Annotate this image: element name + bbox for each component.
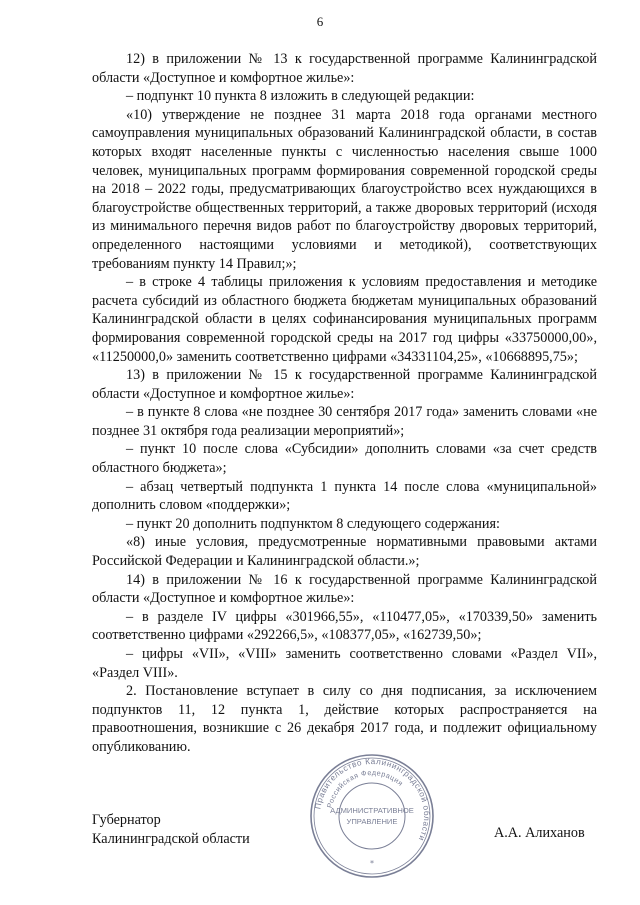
paragraph-sections-vii-viii: – цифры «VII», «VIII» заменить соответственно словами «Раздел VII», «Раздел VIII». <box>92 646 597 681</box>
paragraph-subpoint-8: «8) иные условия, предусмотренные нормативными правовыми актами Российской Федерации и Калининградской области.»; <box>92 534 597 570</box>
paragraph-point-2: 2. Постановление вступает в силу со дня подписания, за исключением подпунктов 11, 12 пункта 1, действие которых распространяется на правоотношения, возникшие с 26 декабря 2017 года, и подлежит официальному опубликованию. <box>92 683 597 755</box>
seal-top-text: Российская Федерация <box>324 767 406 809</box>
signatory-title <box>92 811 250 849</box>
paragraph-subpoint-10-text: «10) утверждение не позднее 31 марта 2018 года органами местного самоуправления муниципальных образований Калининградской области, в состав которых входят населенные пункты с численностью населения свыше 1000 человек, муниципальных программ формирования современной городской среды на 2018 – 2022 годы, предусматривающих благоустройство всех нуждающихся в благоустройстве общественных территорий, а также дворовых территорий (исходя из минимального перечня видов работ по благоустройству дворовых территорий, определенного настоящими условиями и методикой), соответствующих требованиям пункту 14 Правил;»; <box>92 106 597 272</box>
official-seal <box>308 752 436 880</box>
paragraph-item-13: 13) в приложении № 15 к государственной программе Калининградской области «Доступное и комфортное жилье»: <box>92 367 597 402</box>
paragraph-point-10: – пункт 10 после слова «Субсидии» дополнить словами «за счет средств областного бюджета»; <box>92 441 597 477</box>
paragraph-table-row-4: – в строке 4 таблицы приложения к условиям предоставления и методике расчета субсидий из областного бюджета бюджетам муниципальных образований Калининградской области в целях софинансирования муниципальных программ формирования современной городской среды на 2017 год цифры «33750000,00», «11250000,0» заменить соответственно цифрами «34331104,25», «10668895,75»; <box>92 274 597 365</box>
page-number: 6 <box>316 14 324 29</box>
paragraph-point-14: – абзац четвертый подпункта 1 пункта 14 после слова «муниципальной» дополнить словом «поддержки»; <box>92 478 597 514</box>
seal-outer-text: Правительство Калининградской области <box>313 756 432 843</box>
paragraph-point-20: – пункт 20 дополнить подпунктом 8 следующего содержания: <box>126 515 500 532</box>
signatory-name: А.А. Алиханов <box>494 825 585 841</box>
paragraph-item-12: 12) в приложении № 13 к государственной программе Калининградской области «Доступное и комфортное жилье»: <box>92 51 597 86</box>
seal-center-line-2: УПРАВЛЕНИЕ <box>346 817 398 826</box>
signatory-position: Губернатор <box>92 812 161 828</box>
seal-center-line-1: АДМИНИСТРАТИВНОЕ <box>330 806 414 815</box>
paragraph-section-iv: – в разделе IV цифры «301966,55», «110477,05», «170339,50» заменить соответственно цифрами «292266,5», «108377,05», «162739,50»; <box>92 608 597 644</box>
document-body <box>92 50 597 757</box>
seal-star-icon: * <box>370 859 374 868</box>
paragraph-point-8: – в пункте 8 слова «не позднее 30 сентября 2017 года» заменить словами «не позднее 31 октября года реализации мероприятий»; <box>92 404 597 439</box>
signatory-region: Калининградской области <box>92 831 250 847</box>
paragraph-item-14: 14) в приложении № 16 к государственной программе Калининградской области «Доступное и комфортное жилье»: <box>92 571 597 607</box>
paragraph-subpoint-10-intro: – подпункт 10 пункта 8 изложить в следующей редакции: <box>126 88 475 105</box>
